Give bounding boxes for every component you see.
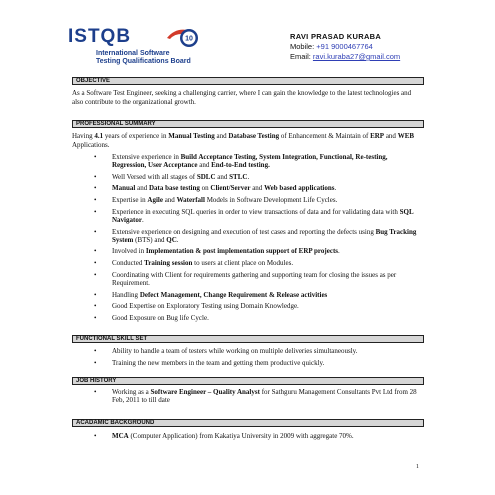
bold-text: Data base testing [148,184,200,193]
objective-text: As a Software Test Engineer, seeking a challenging carrier, where I can gain the knowledge to the latest technologies and also contribute to the organizational growth. [72,89,412,106]
bullet-item [72,271,424,288]
email-label: Email: [290,52,313,61]
bullet-item [72,388,424,405]
text-run: Involved in [112,247,146,256]
text-run: . [334,184,337,193]
bold-text: SQL Navigator [112,207,414,224]
text-run: Conducted [112,259,145,268]
summary-bullet-list [72,153,424,325]
candidate-name: RAVI PRASAD KURABA [290,32,382,41]
istqb-logo [68,26,216,68]
bold-text: STLC [229,172,248,181]
text-run: Coordinating with Client for requirements gathering and supporting team for closing the issues as per Requirement. [112,270,397,287]
contact-block [290,32,400,62]
bold-text: Agile [147,196,163,205]
bullet-item [72,208,424,225]
text-run: of Enhancement & Maintain of [279,132,371,140]
bold-text: ERP [370,132,385,140]
bold-text: Bug Tracking System [112,227,417,244]
text-run: and [214,132,229,140]
bold-text: Defect Management, Change Requirement & Release activities [139,290,328,299]
bullet-item [72,302,424,310]
bold-text: Manual [112,184,136,193]
bullet-item [72,184,424,192]
text-run: Handling [112,290,140,299]
bold-text: QC [166,235,177,244]
bold-text: SDLC [196,172,216,181]
bold-text: Web based applications [264,184,335,193]
text-run: Ability to handle a team of testers while working on multiple deliveries simultaneously. [112,347,358,355]
text-run: Applications. [72,140,110,149]
text-run: and [197,161,212,170]
bullet-item [72,173,424,181]
text-run: Experience in executing SQL queries in order to view transactions of data and for validating data with [112,207,400,216]
bold-text: Implementation & post implementation support of ERP projects [145,247,338,256]
text-run: Extensive experience on designing and execution of test cases and reporting the defects using [112,227,376,236]
text-run: and [384,132,398,140]
mobile-value: +91 9000467764 [316,42,373,51]
bold-text: 4.1 [94,132,104,140]
functional-heading: FUNCTIONAL SKILL SET [72,335,424,343]
text-run: . [247,172,250,181]
bold-text: MCA [112,432,129,440]
text-run: for Sathguru Management Consultants Pvt Ltd from 28 Feb, 2011 to till date [112,388,417,405]
bold-text: Build Acceptance Testing, System Integration, Functional, Re-testing, Regression, User Acceptance [112,153,388,170]
objective-heading: OBJECTIVE [72,77,424,85]
text-run: Well Versed with all stages of [112,172,197,181]
bold-text: Manual Testing [168,132,215,140]
mobile-label: Mobile: [290,42,317,51]
summary-intro [72,132,424,149]
bold-text: Software Engineer – Quality Analyst [150,388,260,396]
text-run: Extensive experience in [112,153,181,161]
email-line [290,52,400,62]
text-run: and [250,184,265,193]
text-run: Working as a [112,388,151,396]
bullet-item [72,259,424,267]
bold-text: End-to-End testing. [211,161,270,170]
text-run: (BTS) and [133,235,167,244]
bullet-item [72,228,424,245]
text-run: Models in Software Development Life Cycles. [204,196,338,205]
text-run: and [215,172,230,181]
bold-text: Database Testing [228,132,280,140]
logo-tagline-2: Testing Qualifications Board [96,58,191,65]
text-run: and [135,184,149,193]
bold-text: WEB [397,132,415,140]
bold-text: Waterfall [176,196,205,205]
text-run: . [141,215,144,224]
bullet-item [72,314,424,322]
text-run: Good Expertise on Exploratory Testing using Domain Knowledge. [112,302,299,311]
bullet-item [72,291,424,299]
text-run: on [199,184,211,193]
page-number: 1 [416,464,419,470]
job-bullet-list [72,388,424,408]
text-run: years of experience in [103,132,169,140]
text-run: and [162,196,177,205]
bullet-item [72,153,424,170]
bullet-item [72,432,424,440]
text-run: Having [72,132,95,140]
bullet-item [72,359,424,367]
text-run: . [176,235,179,244]
text-run: Expertise in [112,196,148,205]
bullet-item [72,247,424,255]
bold-text: Training session [144,259,193,268]
text-run: . [338,247,340,256]
text-run: to users at client place on Modules. [192,259,294,268]
text-run: (Computer Application) from Kakatiya University in 2009 with aggregate 70%. [128,432,354,440]
bullet-item [72,347,424,355]
text-run: Training the new members in the team and getting them productive quickly. [112,358,325,367]
job-heading: JOB HISTORY [72,377,424,385]
mobile-line [290,42,400,52]
badge-number: 10 [185,35,193,43]
logo-brand: ISTQB [68,26,132,47]
academic-heading: ACADAMIC BACKGROUND [72,419,424,427]
anniversary-badge-icon [165,26,201,50]
summary-heading: PROFESSIONAL SUMMARY [72,120,424,128]
logo-tagline-1: International Software [96,50,170,57]
email-link[interactable]: ravi.kuraba27@gmail.com [312,52,401,61]
functional-bullet-list [72,347,424,370]
academic-bullet-list [72,432,424,444]
bullet-item [72,196,424,204]
resume-page [62,14,434,482]
text-run: Good Exposure on Bug life Cycle. [112,313,209,322]
bold-text: Client/Server [210,184,251,193]
